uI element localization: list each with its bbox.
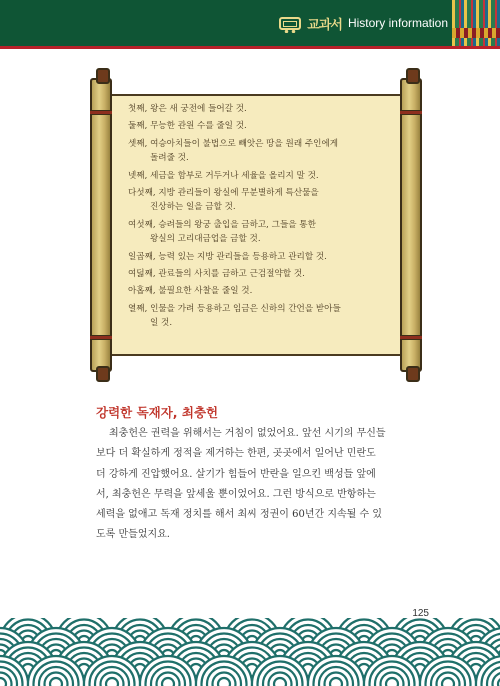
header-stripe bbox=[0, 46, 500, 49]
scroll-line: 일곱째, 능력 있는 지방 관리들을 등용하고 관리할 것. bbox=[128, 251, 327, 262]
scroll-line: 넷째, 세금을 함부로 거두거나 세율을 올리지 말 것. bbox=[128, 170, 319, 181]
scroll-line: 돌려줄 것. bbox=[150, 153, 189, 164]
scroll-line: 첫째, 왕은 새 궁전에 들어갈 것. bbox=[128, 104, 247, 114]
dancheong-pattern bbox=[452, 0, 500, 46]
scroll-line: 셋째, 여승아치들이 불법으로 빼앗은 땅을 원래 주인에게 bbox=[128, 138, 339, 149]
scroll-line: 여덟째, 관료들의 사치를 금하고 근검절약할 것. bbox=[128, 269, 305, 280]
section-title: 강력한 독재자, 최충헌 bbox=[96, 405, 219, 420]
body-line: 최충헌은 권력을 위해서는 거침이 없었어요. 앞선 시기의 무신들 bbox=[109, 428, 386, 439]
body-line: 서, 최충헌은 무력을 앞세울 뿐이었어요. 그런 방식으로 반항하는 bbox=[96, 488, 376, 500]
scroll-line: 여섯째, 승려들의 왕궁 출입을 금하고, 그들을 통한 bbox=[128, 219, 316, 230]
scroll-line: 일 것. bbox=[150, 318, 173, 329]
scroll-line: 왕실의 고리대금업을 금할 것. bbox=[150, 234, 261, 245]
scroll-line: 둘째, 무능한 관원 수를 줄일 것. bbox=[128, 121, 247, 132]
scroll-roller-left bbox=[90, 78, 112, 372]
wave-pattern-footer bbox=[0, 618, 500, 686]
logo-badge: 교과서 bbox=[307, 16, 342, 32]
scroll-line: 다섯째, 지방 관리들이 왕실에 무분별하게 특산물을 bbox=[128, 188, 319, 199]
body-paragraph bbox=[96, 424, 434, 546]
scroll-line: 열째, 인물을 가려 등용하고 임금은 신하의 간언을 받아들 bbox=[128, 303, 341, 314]
scroll-text bbox=[128, 102, 388, 331]
scroll-line: 아홉째, 불필요한 사찰을 줄일 것. bbox=[128, 286, 253, 297]
body-line: 세력을 없애고 독재 정치를 해서 최씨 정권이 60년간 지속될 수 있 bbox=[96, 509, 383, 521]
bus-icon bbox=[279, 17, 301, 30]
body-line: 더 강하게 진압했어요. 살기가 힘들어 반란을 일으킨 백성들 앞에 bbox=[96, 468, 376, 480]
header-label bbox=[279, 0, 448, 46]
body-line: 도록 만들었지요. bbox=[96, 529, 170, 541]
header-title: History information bbox=[347, 16, 448, 30]
scroll-illustration bbox=[88, 78, 424, 372]
body-line: 보다 더 확실하게 정적을 제거하는 한편, 곳곳에서 일어난 민란도 bbox=[96, 448, 376, 460]
scroll-line: 진상하는 일을 금할 것. bbox=[150, 202, 236, 213]
scroll-roller-right bbox=[400, 78, 422, 372]
page-number: 125 bbox=[412, 608, 429, 619]
